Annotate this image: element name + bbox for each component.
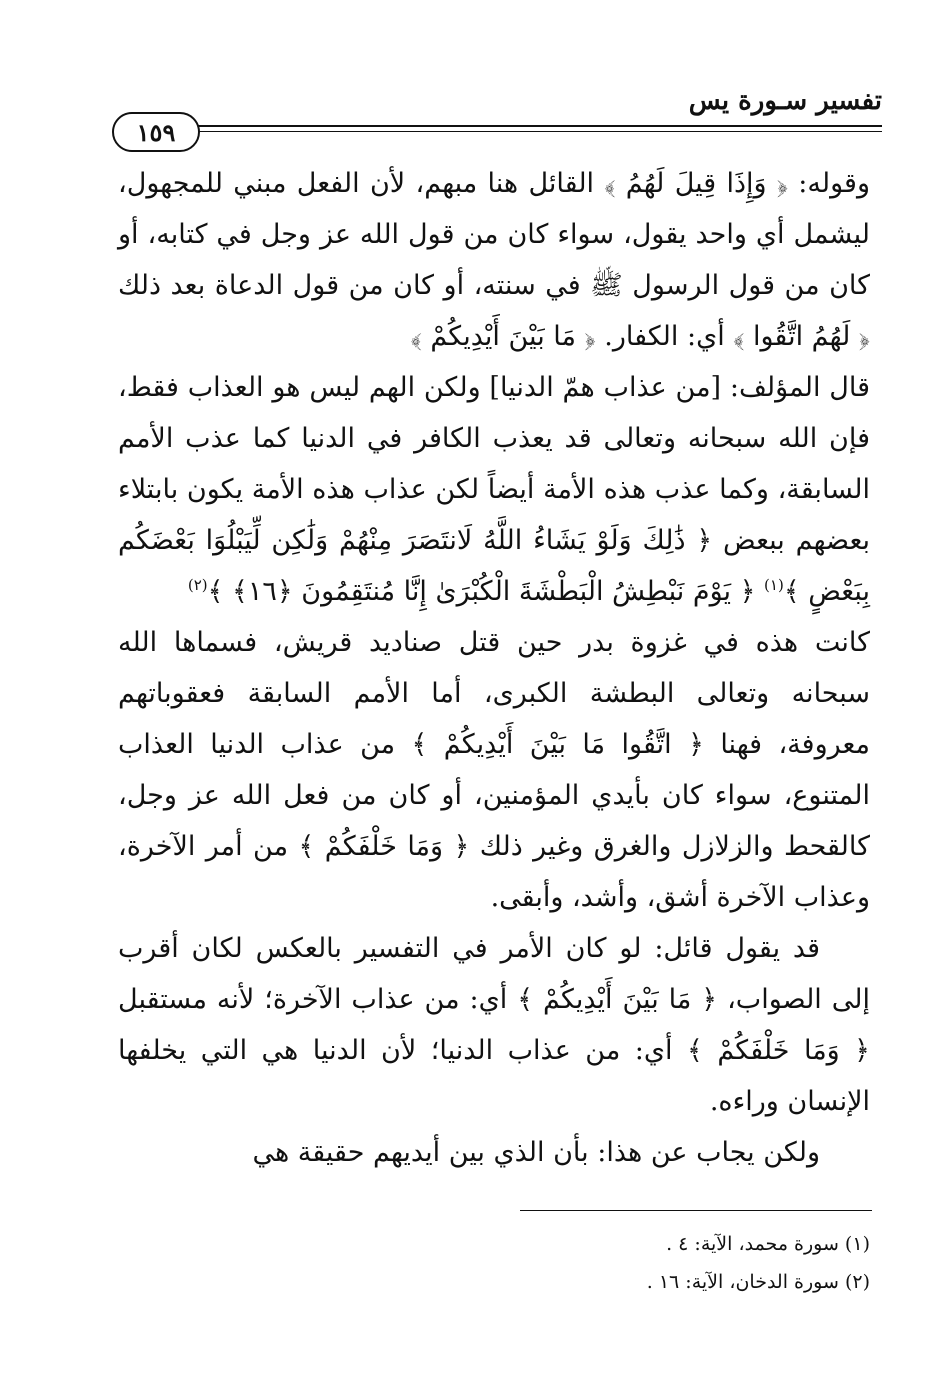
- running-title: تفسير سـورة يس: [688, 86, 882, 116]
- footnote-ref-1: (١): [764, 576, 784, 594]
- footnote-separator: [520, 1210, 872, 1211]
- page-header: [100, 78, 882, 147]
- paragraph-2-verse: ﴿ يَوْمَ نَبْطِشُ الْبَطْشَةَ الْكُبْرَىٰ إِنَّا مُنتَقِمُونَ ﴿١٦﴾ ﴾: [207, 576, 765, 607]
- paragraph-1: وقوله: ﴿ وَإِذَا قِيلَ لَهُمُ ﴾ القائل هنا مبهم، لأن الفعل مبني للمجهول، ليشمل أي واحد يقول، سواء كان من قول الله عز وجل في كتابه، أو كان من قول الرسول ﷺ في سنته، أو كان من قول الدعاة بعد ذلك ﴿ لَهُمُ اتَّقُوا ﴾ أي: الكفار. ﴿ مَا بَيْنَ أَيْدِيكُمْ ﴾: [118, 168, 870, 352]
- footnotes: [80, 1225, 870, 1301]
- paragraph-2-text: قال المؤلف: [من عذاب همّ الدنيا] ولكن الهم ليس هو العذاب فقط، فإن الله سبحانه وتعالى قد يعذب الكافر في الدنيا كما عذب الأمم السابقة، وكما عذب هذه الأمة أيضاً لكن عذاب هذه الأمة يكون بابتلاء بعضهم ببعض ﴿ ذَٰلِكَ وَلَوْ يَشَاءُ اللَّهُ لَانتَصَرَ مِنْهُمْ وَلَٰكِن لِّيَبْلُوَا بَعْضَكُم بِبَعْضٍ ﴾: [118, 372, 870, 607]
- main-text: [118, 158, 870, 1178]
- page-number-badge: ١٥٩: [112, 112, 200, 152]
- paragraph-5: ولكن يجاب عن هذا: بأن الذي بين أيديهم حقيقة هي: [252, 1137, 820, 1168]
- footnote-2: (٢) سورة الدخان، الآية: ١٦ .: [646, 1271, 870, 1293]
- paragraph-2: [118, 362, 870, 617]
- paragraph-4: قد يقول قائل: لو كان الأمر في التفسير بالعكس لكان أقرب إلى الصواب، ﴿ مَا بَيْنَ أَيْدِيكُمْ ﴾ أي: من عذاب الآخرة؛ لأنه مستقبل ﴿ وَمَا خَلْفَكُمْ ﴾ أي: من عذاب الدنيا؛ لأن الدنيا هي التي يخلفها الإنسان وراءه.: [118, 933, 870, 1117]
- footnote-ref-2: (٢): [187, 576, 208, 594]
- header-rule: [196, 125, 882, 127]
- footnote-1: (١) سورة محمد، الآية: ٤ .: [666, 1233, 870, 1255]
- paragraph-3: كانت هذه في غزوة بدر حين قتل صناديد قريش، فسماها الله سبحانه وتعالى البطشة الكبرى، أما الأمم السابقة فعقوباتهم معروفة، فهنا ﴿ اتَّقُوا مَا بَيْنَ أَيْدِيكُمْ ﴾ من عذاب الدنيا العذاب المتنوع، سواء كان بأيدي المؤمنين، أو كان من فعل الله عز وجل، كالقحط والزلازل والغرق وغير ذلك ﴿ وَمَا خَلْفَكُمْ ﴾ من أمر الآخرة، وعذاب الآخرة أشق، وأشد، وأبقى.: [118, 627, 870, 913]
- header-rule-thin: [196, 131, 882, 132]
